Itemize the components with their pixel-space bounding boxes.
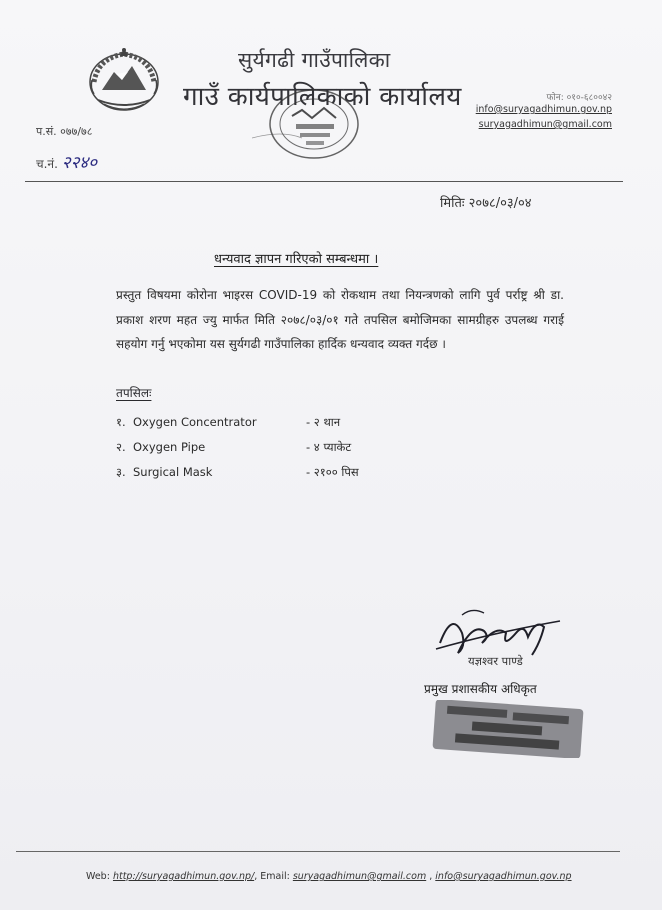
dispatch-number-handwritten: २२४० (61, 153, 98, 173)
footer-info-email-link[interactable]: info@suryagadhimun.gov.np (435, 871, 572, 882)
details-label: तपसिलः (116, 386, 152, 400)
item-name: Oxygen Pipe (133, 440, 206, 454)
signatory-name: यज्ञश्वर पाण्डे (468, 654, 523, 668)
item-number: २. (116, 440, 126, 454)
footer-web-label: Web: (86, 871, 110, 882)
reference-number: प.सं. ०७७/७८ (36, 125, 93, 138)
office-email-link[interactable]: info@suryagadhimun.gov.np (475, 104, 612, 115)
item-name: Surgical Mask (133, 465, 213, 479)
letter-date: मितिः २०७८/०३/०४ (440, 196, 532, 211)
office-seal-stamp (252, 80, 372, 170)
item-quantity: - २१०० पिस (306, 465, 359, 479)
item-name: Oxygen Concentrator (133, 415, 257, 429)
website-link[interactable]: http://suryagadhimun.gov.np/ (112, 871, 255, 882)
item-quantity: - ४ प्याकेट (306, 440, 352, 454)
footer-divider (16, 851, 620, 852)
item-number: १. (116, 415, 126, 429)
footer (86, 871, 572, 882)
dispatch-label: च.नं. (36, 157, 58, 171)
name-stamp (432, 700, 584, 758)
item-quantity: - २ थान (306, 415, 341, 429)
letter-subject: धन्यवाद ज्ञापन गरिएको सम्बन्धमा । (214, 252, 379, 267)
item-number: ३. (116, 465, 126, 479)
footer-email-label: , Email: (254, 871, 290, 882)
letter-body (116, 283, 564, 357)
dispatch-number (36, 150, 97, 173)
header-divider (25, 181, 623, 182)
government-emblem-icon (84, 44, 164, 116)
footer-separator: , (429, 871, 433, 882)
office-name: गाउँ कार्यपालिकाको कार्यालय (183, 82, 462, 112)
signatory-title: प्रमुख प्रशासकीय अधिकृत (424, 682, 537, 696)
body-paragraph: प्रस्तुत विषयमा कोरोना भाइरस COVID-19 को रोकथाम तथा नियन्त्रणको लागि पुर्व पर्राष्ट्र श्री डा. प्रकाश शरण महत ज्यु मार्फत मिति २०७८/०३/०१ गते तपसिल बमोजिमका सामग्रीहरु उपलब्ध गराई सहयोग गर्नु भएकोमा यस सुर्यगढी गाउँपालिका हार्दिक धन्यवाद व्यक्त गर्दछ । (116, 288, 564, 351)
footer-gmail-link[interactable]: suryagadhimun@gmail.com (292, 871, 427, 882)
office-gmail-link[interactable]: suryagadhimun@gmail.com (478, 119, 612, 130)
phone-number: फोन: ०१०-६८००४२ (546, 93, 612, 103)
municipality-name: सुर्यगढी गाउँपालिका (238, 48, 391, 72)
